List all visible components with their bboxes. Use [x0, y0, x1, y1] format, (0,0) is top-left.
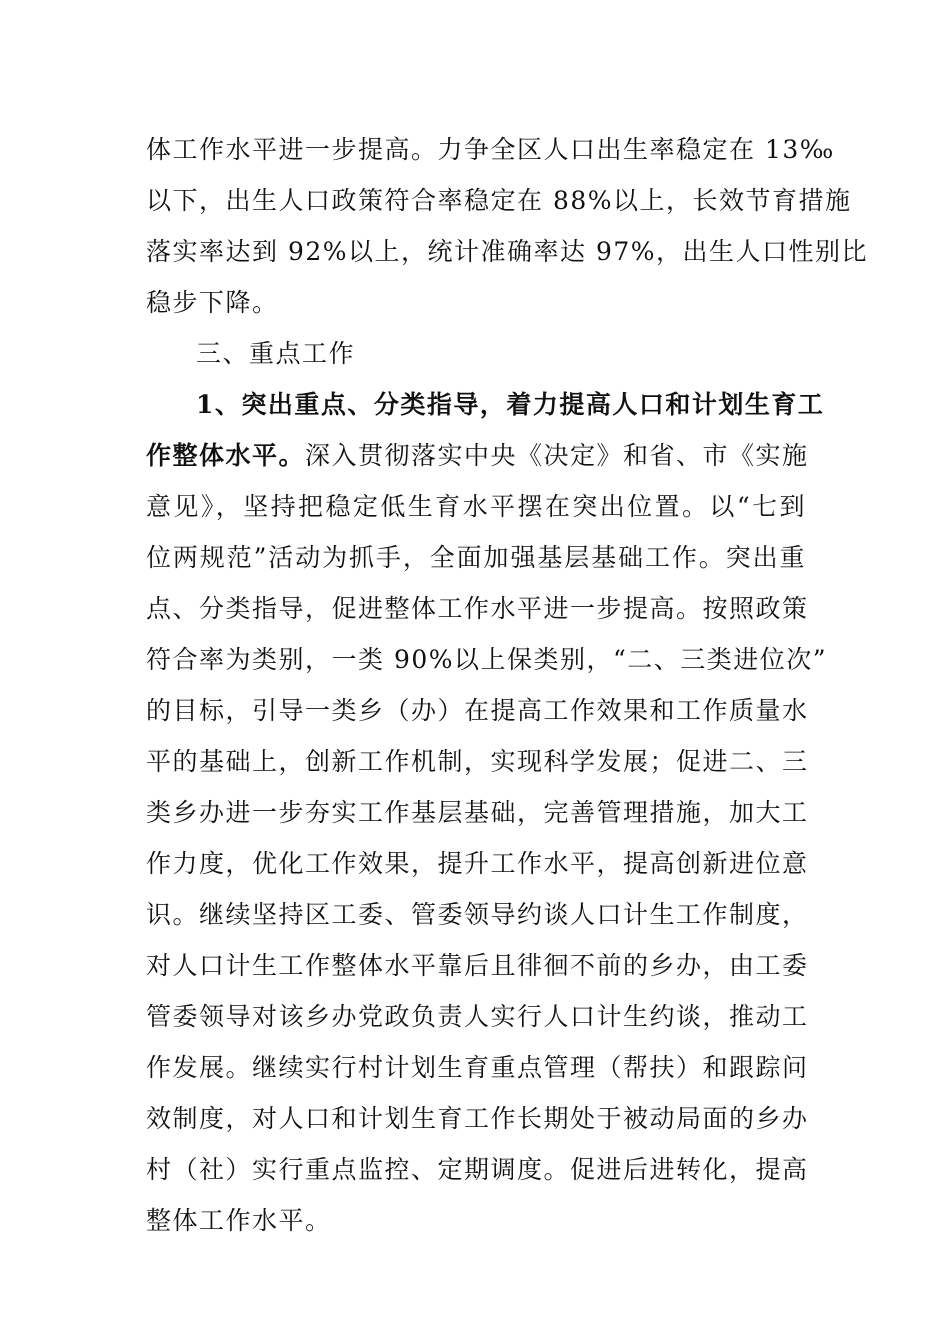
- paragraph-line: 管委领导对该乡办党政负责人实行人口计生约谈，推动工: [146, 1002, 809, 1031]
- paragraph-line: 点、分类指导，促进整体工作水平进一步提高。按照政策: [146, 594, 809, 623]
- paragraph-line: 稳步下降。: [146, 288, 279, 317]
- paragraph-line: 落实率达到 92%以上，统计准确率达 97%，出生人口性别比: [146, 237, 869, 266]
- subsection-title-line: 1、突出重点、分类指导，着力提高人口和计划生育工: [196, 390, 825, 419]
- section-heading: 三、重点工作: [196, 339, 356, 368]
- paragraph-line: 整体工作水平。: [146, 1206, 332, 1235]
- paragraph-line: 村（社）实行重点监控、定期调度。促进后进转化，提高: [146, 1155, 809, 1184]
- paragraph-line: 位两规范”活动为抓手，全面加强基层基础工作。突出重: [146, 543, 806, 572]
- paragraph-line: 类乡办进一步夯实工作基层基础，完善管理措施，加大工: [146, 798, 809, 827]
- paragraph-line: 效制度，对人口和计划生育工作长期处于被动局面的乡办: [146, 1104, 809, 1133]
- paragraph-line: 意见》，坚持把稳定低生育水平摆在突出位置。以“七到: [146, 492, 806, 521]
- paragraph-line: 符合率为类别，一类 90%以上保类别，“二、三类进位次”: [146, 645, 828, 674]
- paragraph-text: 深入贯彻落实中央《决定》和省、市《实施: [305, 441, 809, 470]
- paragraph-line: 对人口计生工作整体水平靠后且徘徊不前的乡办，由工委: [146, 951, 809, 980]
- paragraph-line: 识。继续坚持区工委、管委领导约谈人口计生工作制度，: [146, 900, 809, 929]
- paragraph-line: 的目标，引导一类乡（办）在提高工作效果和工作质量水: [146, 696, 809, 725]
- paragraph-line: 作力度，优化工作效果，提升工作水平，提高创新进位意: [146, 849, 809, 878]
- paragraph-line: 平的基础上，创新工作机制，实现科学发展；促进二、三: [146, 747, 809, 776]
- paragraph-line: 以下，出生人口政策符合率稳定在 88%以上，长效节育措施: [146, 186, 852, 215]
- subsection-title-continuation: [146, 436, 809, 476]
- subsection-title-end: 作整体水平。: [146, 441, 306, 470]
- paragraph-line: 作发展。继续实行村计划生育重点管理（帮扶）和跟踪问: [146, 1053, 809, 1082]
- paragraph-line: 体工作水平进一步提高。力争全区人口出生率稳定在 13‰: [146, 135, 835, 164]
